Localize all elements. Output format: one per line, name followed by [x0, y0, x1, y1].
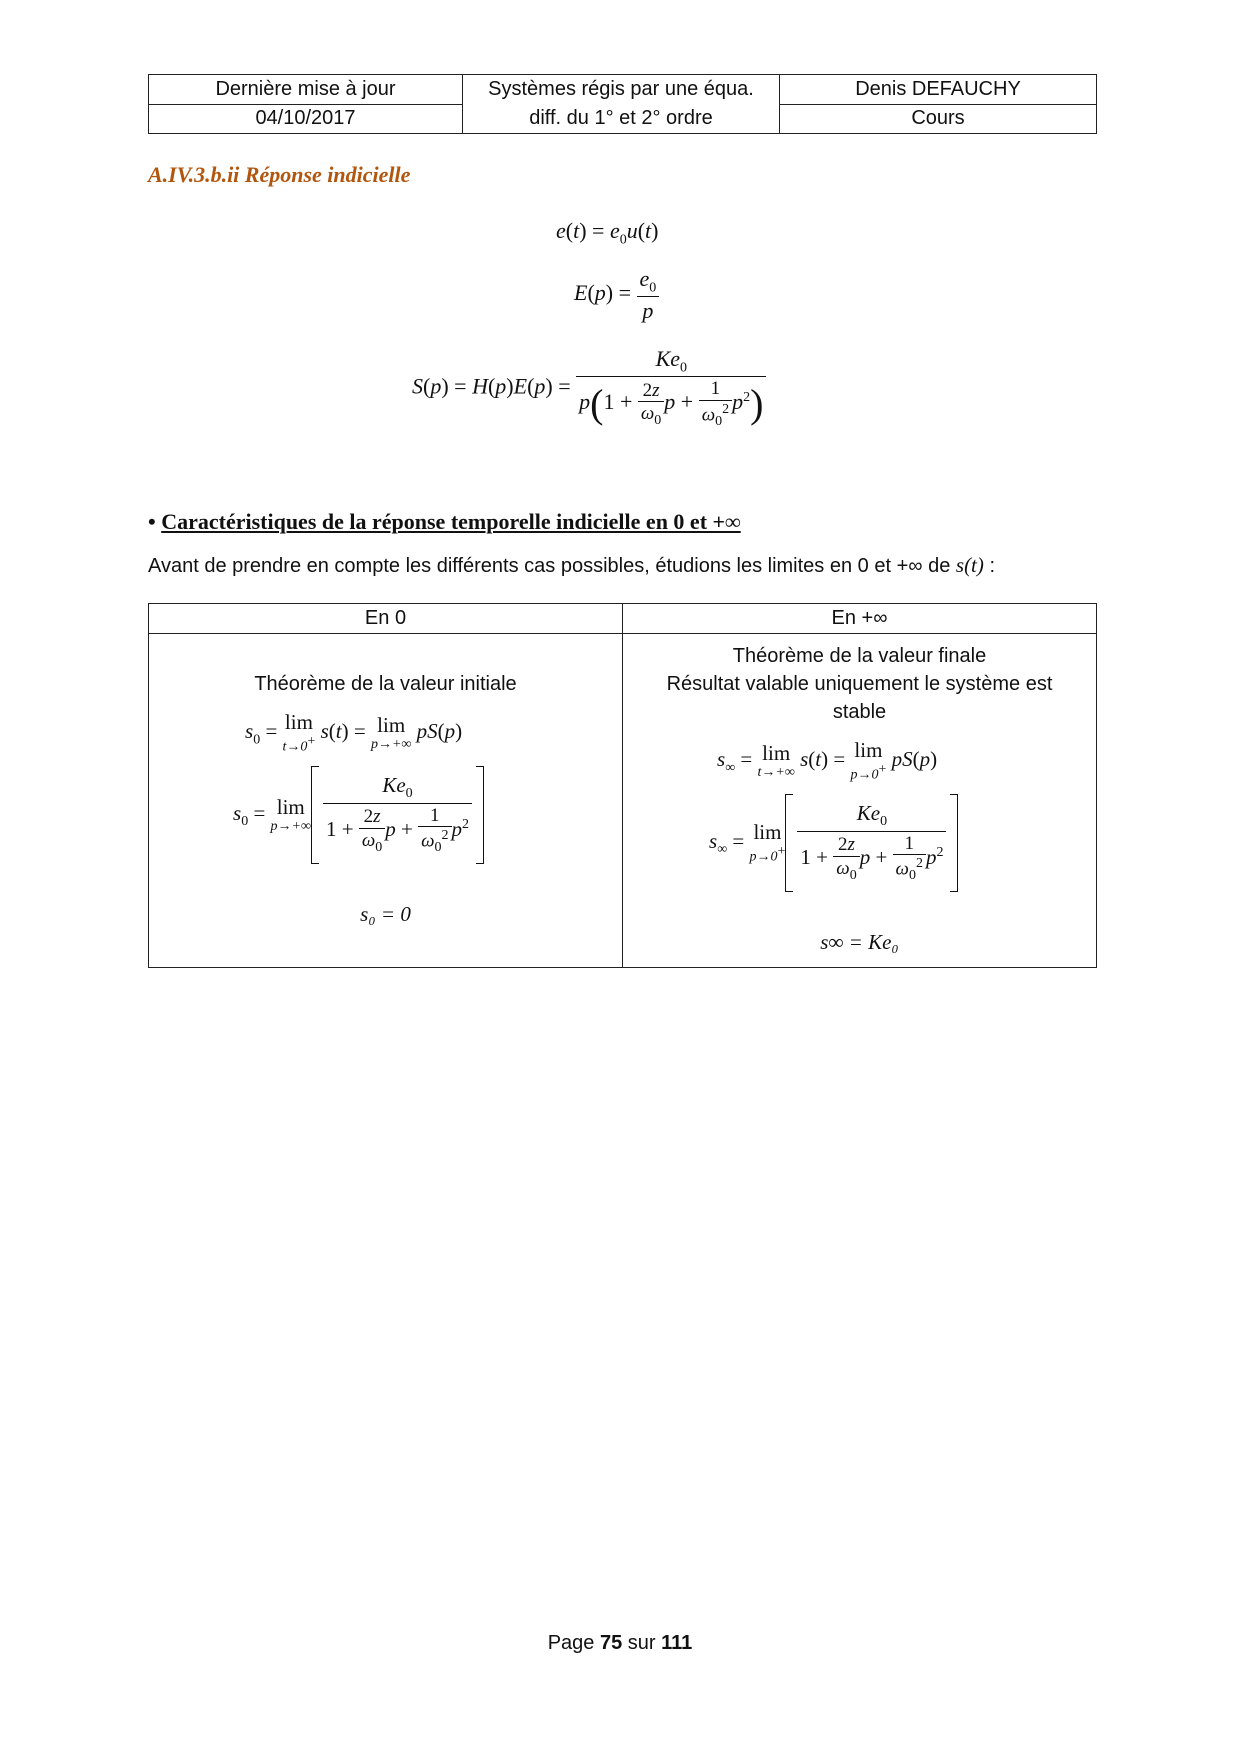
- limits-table: [148, 603, 1097, 968]
- page-footer: Page 75 sur 111: [547, 1632, 693, 1654]
- final-limit-equation: $s_\infty$ = lim t→+∞ s(t) = lim p→0+ pS(p): [717, 738, 938, 783]
- characteristics-title: • Caractéristiques de la réponse temporelle indicielle en 0 et +∞: [148, 509, 741, 534]
- final-value-result: s∞ = Ke₀: [820, 930, 899, 954]
- initial-value-cell: [149, 634, 623, 968]
- initial-value-theorem: Théorème de la valeur initiale: [254, 673, 517, 695]
- document-header-table: [148, 74, 1097, 134]
- column-header-en-infinity: En +∞: [623, 604, 1097, 634]
- last-update-date: 04/10/2017: [149, 104, 463, 134]
- total-page-count: 111: [661, 1632, 693, 1654]
- final-value-cell: [623, 634, 1097, 968]
- last-update-label: Dernière mise à jour: [149, 75, 463, 105]
- final-value-note-line1: Résultat valable uniquement le système est: [666, 673, 1053, 695]
- initial-value-result: s₀ = 0: [360, 902, 411, 926]
- equation-input-step: $e(t) = e_0u(t)$: [556, 218, 659, 248]
- initial-limit-equation: $s_0$ = lim t→0+ s(t) = lim p→+∞ pS(p): [245, 710, 463, 755]
- initial-limit-expanded: $s_0$ = lim p→+∞ $Ke_0$ 1 + $\frac{2z}{\omega_0}$ p + $\frac{1}{\omega_0^2}$ $p^2$: [233, 766, 484, 864]
- course-title: Systèmes régis par une équa. diff. du 1° et 2° ordre: [463, 75, 780, 134]
- final-value-note-line2: stable: [832, 701, 887, 723]
- author-name: Denis DEFAUCHY: [780, 75, 1097, 105]
- equation-laplace-input: E(p) = $\frac{e_0}{p}$: [574, 266, 659, 324]
- final-limit-expanded: $s_\infty$ = lim p→0+ $Ke_0$ 1 + $\frac{2z}{\omega_0}$ p + $\frac{1}{\omega_0^2}$ $p^2$: [709, 794, 958, 892]
- current-page-number: 75: [599, 1632, 623, 1654]
- document-type: Cours: [780, 104, 1097, 134]
- characteristics-intro: Avant de prendre en compte les différents cas possibles, étudions les limites en 0 et +∞ de s(t) :: [148, 553, 996, 577]
- column-header-en-0: En 0: [149, 604, 623, 634]
- equation-output-laplace: S(p) = H(p)E(p) = $Ke_0$ p(1 + $\frac{2z}{\omega_0}$ p + $\frac{1}{\omega_0^2}$ $p^2$): [412, 346, 766, 431]
- final-value-theorem: Théorème de la valeur finale: [732, 645, 987, 667]
- section-title: A.IV.3.b.ii Réponse indicielle: [148, 162, 411, 187]
